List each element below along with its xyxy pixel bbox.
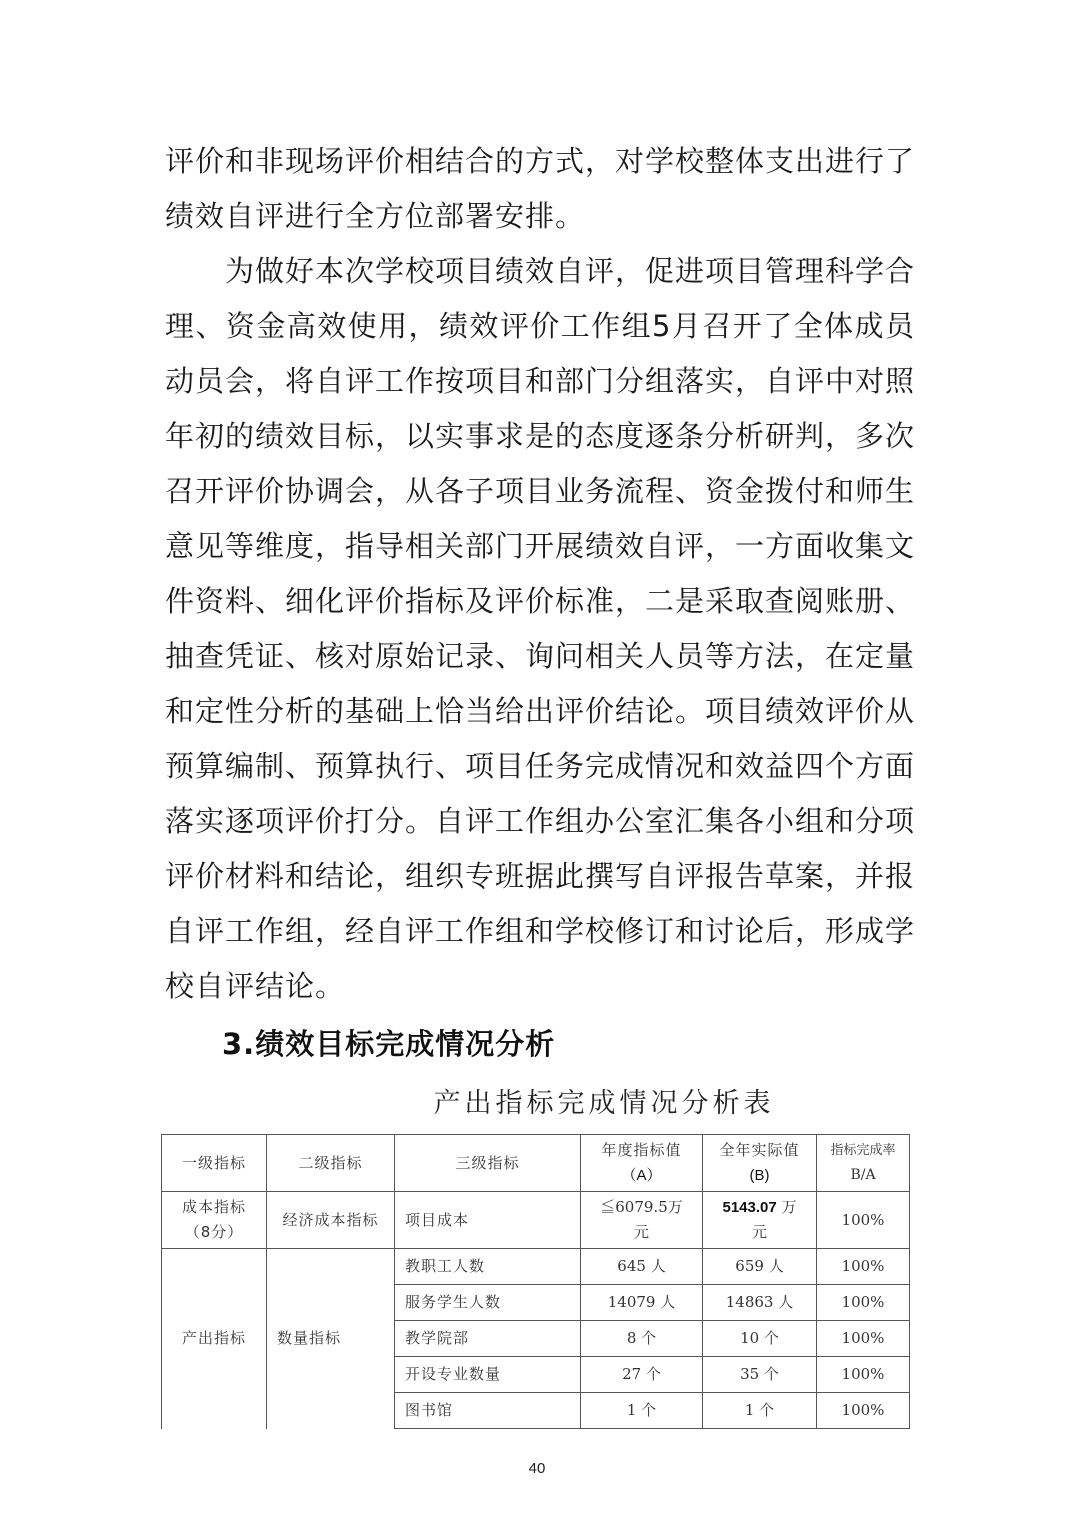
row-actual: 10 个 bbox=[703, 1321, 817, 1357]
cost-target-line1: ≦6079.5万 bbox=[600, 1198, 683, 1216]
row-target: 8 个 bbox=[581, 1321, 703, 1357]
row-actual: 14863 人 bbox=[703, 1285, 817, 1321]
page-content bbox=[165, 134, 915, 1429]
row-target: 14079 人 bbox=[581, 1285, 703, 1321]
cost-level1-line2: （8分） bbox=[184, 1223, 244, 1241]
header-annual-target-line1: 年度指标值 bbox=[601, 1141, 682, 1159]
table-header-row bbox=[162, 1135, 910, 1192]
cost-rate: 100% bbox=[817, 1192, 910, 1249]
row-actual: 35 个 bbox=[703, 1357, 817, 1393]
row-rate: 100% bbox=[817, 1357, 910, 1393]
cost-actual bbox=[703, 1192, 817, 1249]
row-rate: 100% bbox=[817, 1321, 910, 1357]
body-paragraph-1: 评价和非现场评价相结合的方式，对学校整体支出进行了绩效自评进行全方位部署安排。 bbox=[165, 144, 916, 233]
table-title: 产出指标完成情况分析表 bbox=[433, 1088, 775, 1119]
header-level1: 一级指标 bbox=[162, 1135, 267, 1192]
output-level2: 数量指标 bbox=[267, 1249, 395, 1429]
row-target: 27 个 bbox=[581, 1357, 703, 1393]
section-heading: 3.绩效目标完成情况分析 bbox=[222, 1027, 556, 1061]
header-rate-line1: 指标完成率 bbox=[830, 1143, 896, 1158]
row-level3: 图书馆 bbox=[395, 1393, 581, 1429]
cost-level1 bbox=[162, 1192, 267, 1249]
row-target: 645 人 bbox=[581, 1249, 703, 1285]
row-level3: 教学院部 bbox=[395, 1321, 581, 1357]
header-level2: 二级指标 bbox=[267, 1135, 395, 1192]
cost-target-line2: 元 bbox=[633, 1223, 649, 1241]
row-target: 1 个 bbox=[581, 1393, 703, 1429]
body-paragraph-2: 为做好本次学校项目绩效自评，促进项目管理科学合理、资金高效使用，绩效评价工作组5月召开了全体成员动员会，将自评工作按项目和部门分组落实，自评中对照年初的绩效目标，以实事求是的态度逐条分析研判，多次召开评价协调会，从各子项目业务流程、资金拨付和师生意见等维度，指导相关部门开展绩效自评，一方面收集文件资料、细化评价指标及评价标准，二是采取查阅账册、抽查凭证、核对原始记录、询问相关人员等方法，在定量和定性分析的基础上恰当给出评价结论。项目绩效评价从预算编制、预算执行、项目任务完成情况和效益四个方面落实逐项评价打分。自评工作组办公室汇集各小组和分项评价材料和结论，组织专班据此撰写自评报告草案，并报自评工作组，经自评工作组和学校修订和讨论后，形成学校自评结论。 bbox=[165, 254, 916, 1003]
row-rate: 100% bbox=[817, 1285, 910, 1321]
row-actual: 659 人 bbox=[703, 1249, 817, 1285]
header-actual bbox=[703, 1135, 817, 1192]
header-rate bbox=[817, 1135, 910, 1192]
header-rate-line2: B/A bbox=[850, 1167, 876, 1183]
page-number: 40 bbox=[528, 1460, 546, 1477]
cost-level2: 经济成本指标 bbox=[267, 1192, 395, 1249]
row-level3: 服务学生人数 bbox=[395, 1285, 581, 1321]
cost-target bbox=[581, 1192, 703, 1249]
cost-actual-number: 5143.07 bbox=[722, 1199, 777, 1216]
row-level3: 教职工人数 bbox=[395, 1249, 581, 1285]
table-row-cost bbox=[162, 1192, 910, 1249]
table-row bbox=[162, 1249, 910, 1285]
cost-actual-line2: 元 bbox=[751, 1223, 767, 1241]
cost-level3: 项目成本 bbox=[395, 1192, 581, 1249]
cost-level1-line1: 成本指标 bbox=[181, 1198, 246, 1216]
header-actual-line1: 全年实际值 bbox=[719, 1141, 800, 1159]
cost-actual-unit: 万 bbox=[781, 1198, 797, 1216]
cost-actual-line1 bbox=[705, 1195, 814, 1220]
row-rate: 100% bbox=[817, 1249, 910, 1285]
header-level3: 三级指标 bbox=[395, 1135, 581, 1192]
output-indicator-table bbox=[161, 1134, 910, 1429]
row-rate: 100% bbox=[817, 1393, 910, 1429]
header-actual-line2: (B) bbox=[749, 1167, 770, 1184]
header-annual-target bbox=[581, 1135, 703, 1192]
row-level3: 开设专业数量 bbox=[395, 1357, 581, 1393]
output-level1: 产出指标 bbox=[162, 1249, 267, 1429]
row-actual: 1 个 bbox=[703, 1393, 817, 1429]
header-annual-target-line2: （A） bbox=[621, 1167, 662, 1184]
